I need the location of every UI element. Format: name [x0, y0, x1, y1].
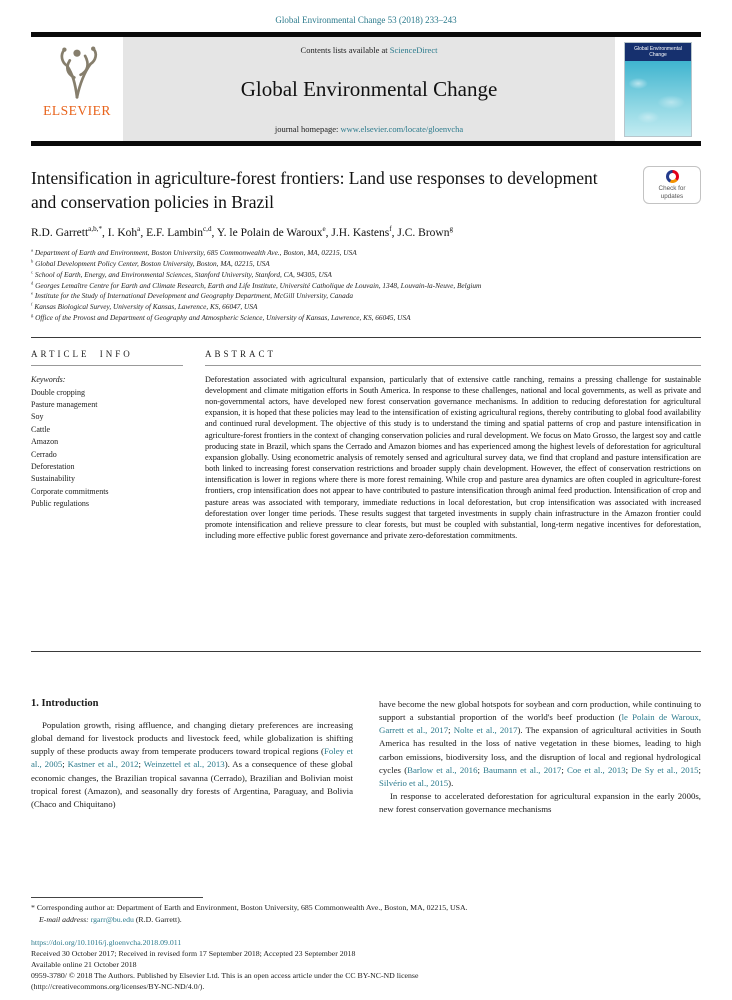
keyword-item: Double cropping: [31, 387, 85, 397]
check-for-updates-label: Check for updates: [658, 185, 686, 200]
journal-citation-link[interactable]: Global Environmental Change 53 (2018) 233–243: [275, 15, 457, 25]
keyword-item: Pasture management: [31, 400, 98, 410]
affiliations-block: [31, 248, 701, 324]
abstract-header: ABSTRACT: [205, 348, 277, 359]
text-segment: ;: [138, 759, 144, 770]
body-left-column: [31, 698, 353, 817]
text-segment: Y. le Polain de Waroux: [216, 227, 323, 240]
affiliation-text: Georges Lemaître Centre for Earth and Climate Research, Earth and Life Institute, Université Catholique de Louvain, 1348, Louvain-la-Neuve, Belgium: [33, 280, 482, 290]
publication-history-block: [31, 937, 701, 992]
affiliation-marker: b: [31, 258, 34, 264]
text-segment: I. Koh: [107, 227, 138, 240]
intro-paragraph: [379, 790, 701, 816]
affiliation-text: Global Development Policy Center, Boston University, Boston, MA, 02215, USA: [33, 259, 270, 269]
affiliation-marker: f: [31, 301, 33, 307]
inline-link[interactable]: Kastner et al., 2012: [67, 759, 139, 770]
copyright-line: 0959-3780/ © 2018 The Authors. Published by Elsevier Ltd. This is an open access article under the CC BY-NC-ND license: [31, 970, 419, 980]
affiliation-marker: g: [31, 312, 34, 318]
affiliation-text: Institute for the Study of International Development and Geography Department, McGill University, Canada: [33, 291, 354, 301]
inline-link[interactable]: Baumann et al., 2017: [483, 764, 562, 775]
check-for-updates-badge[interactable]: [643, 166, 701, 204]
keyword-item: Soy: [31, 412, 44, 422]
affiliation-marker: c: [31, 269, 34, 275]
keyword-item: Sustainability: [31, 474, 75, 484]
title-block: [31, 166, 701, 214]
journal-banner: [123, 37, 615, 141]
text-segment: ;: [448, 725, 454, 736]
inline-link[interactable]: Barlow et al., 2016: [407, 764, 478, 775]
received-dates: Received 30 October 2017; Received in revised form 17 September 2018; Accepted 23 September 2018: [31, 948, 356, 958]
text-segment: In response to accelerated deforestation for agricultural expansion in the early 2000s, new forest conservation governance mechanisms: [379, 791, 701, 815]
text-segment: ;: [62, 759, 68, 770]
journal-header: [31, 37, 701, 141]
affiliation-marker: e: [31, 291, 34, 297]
text-segment: ,: [325, 227, 332, 240]
article-title: Intensification in agriculture-forest frontiers: Land use responses to development and conservation policies in Brazil: [31, 168, 598, 213]
header-bottom-rule: [31, 141, 701, 146]
text-segment: ;: [477, 764, 484, 775]
cover-column: [615, 37, 701, 141]
cover-art: [625, 61, 691, 136]
text-segment: ,: [140, 227, 147, 240]
text-segment: J.C. Brown: [397, 227, 450, 240]
journal-cover-thumbnail[interactable]: [624, 42, 692, 137]
superscript-marker: e: [322, 225, 326, 234]
corresponding-author-note: [31, 902, 701, 914]
text-segment: ,: [102, 227, 108, 240]
doi-link[interactable]: [31, 937, 701, 948]
superscript-marker: f: [389, 225, 392, 234]
journal-title: Global Environmental Change: [240, 77, 498, 101]
affiliation-item: [31, 281, 701, 292]
available-online: Available online 21 October 2018: [31, 959, 137, 969]
crossmark-icon: [666, 170, 679, 183]
cover-title-band: Global Environmental Change: [625, 43, 691, 61]
elsevier-logo[interactable]: [31, 37, 123, 141]
article-info-header: ARTICLE INFO: [31, 348, 133, 359]
superscript-marker: c,d: [203, 225, 212, 234]
inline-link[interactable]: le Polain de Waroux, Garrett et al., 2017: [379, 712, 701, 736]
section-divider: [31, 651, 701, 652]
inline-link[interactable]: Foley et al., 2005: [31, 746, 353, 770]
keyword-item: Deforestation: [31, 462, 75, 471]
affiliation-item: [31, 270, 701, 281]
introduction-section: [31, 698, 701, 817]
footnote-rule: [31, 897, 203, 898]
inline-link[interactable]: rgarr@bu.edu: [90, 915, 134, 924]
text-segment: ;: [698, 764, 701, 775]
inline-link[interactable]: www.elsevier.com/locate/gloenvcha: [340, 124, 464, 134]
introduction-heading: 1. Introduction: [31, 697, 99, 709]
text-segment: ;: [561, 764, 567, 775]
text-segment: * Corresponding author at: Department of Earth and Environment, Boston University, 685 Commonwealth Ave., Boston, MA, 02215, USA.: [31, 903, 468, 913]
first-page-footnotes: [31, 897, 701, 992]
text-segment: J.H. Kastens: [331, 227, 390, 240]
affiliation-text: Kansas Biological Survey, University of Kansas, Lawrence, KS, 66047, USA: [32, 302, 258, 312]
superscript-marker: g: [449, 225, 454, 234]
body-right-column: [379, 698, 701, 817]
text-segment: ,: [391, 227, 398, 240]
email-note: [31, 914, 701, 926]
journal-homepage-line: [275, 124, 463, 134]
article-info-abstract-section: [31, 338, 701, 638]
text-segment: E.F. Lambin: [146, 227, 203, 240]
abstract-text: Deforestation associated with agricultural expansion, particularly that of extensive cattle ranching, remains a pressing challenge for sustainable development and climate mitigation efforts in South America. In response to these challenges, national and local governments, as well as private and non-governmental actors, have developed new forest conservation governance mechanisms. In addition to reducing deforestation for agricultural expansion, it is hoped that these policies may lead to the intensification of existing agricultural regions, thereby contributing to global food availability and continued rural development. The objective of this study is to understand the timing and spatial patterns of crop and pasture intensification in agriculture-forest frontiers in the context of changing conservation policies and rural development. We focus on Mato Grosso, the largest soy and cattle producing state in Brazil, which spans the Cerrado and Amazon biomes and has experienced among the highest levels of deforestation for agricultural expansion globally. Using econometric analysis of remotely sensed and agricultural survey data, we find that cropland and pasture intensification are both linked to increasing forest conservation restrictions and broader supply chain development. However, the effect of conservation restrictions on intensification is lower in regions where there is more forest remaining. While crop and pasture area dynamics are often coupled in agriculture-forest frontiers, crop intensification does not appear to have contributed to pasture intensification through animal feed production. Intensification of crop and pasture areas was associated with temporary, immediate reductions in local deforestation, but crop intensification was associated with increased deforestation over longer time periods. These results suggest that targeted investments in supply chain infrastructure in the Amazon frontier could promote intensification and relieve pressure to clear forests, but must be coupled with substantial, long-term negative incentives for deforestation, including more effective public forest governance and private zero-deforestation commitments.: [205, 374, 701, 541]
affiliation-item: [31, 259, 701, 270]
affiliation-item: [31, 291, 701, 302]
inline-link[interactable]: ScienceDirect: [389, 45, 438, 55]
text-segment: ). The expansion of agricultural activities in South America has resulted in the loss of native vegetation in these biomes, leading to high carbon emissions, biodiversity loss, and the disruption of local and regional hydrological cycles (: [379, 725, 701, 775]
text-segment: Contents lists available at: [300, 45, 390, 55]
text-segment: journal homepage:: [274, 124, 341, 134]
affiliation-item: [31, 302, 701, 313]
inline-link[interactable]: Nolte et al., 2017: [453, 725, 518, 736]
keyword-item: Cattle: [31, 424, 51, 434]
abstract-column: [205, 338, 701, 638]
inline-link[interactable]: Coe et al., 2013: [567, 764, 626, 775]
text-segment: ,: [211, 227, 217, 240]
keywords-label: Keywords:: [31, 374, 66, 384]
keyword-item: Amazon: [31, 437, 59, 447]
article-info-column: [31, 338, 183, 638]
text-segment: (R.D. Garrett).: [133, 915, 182, 924]
affiliation-marker: d: [31, 280, 34, 286]
keyword-item: Cerrado: [31, 449, 57, 459]
inline-link[interactable]: Weinzettel et al., 2013: [143, 759, 225, 770]
column-rule: [205, 365, 701, 366]
text-segment: E-mail address:: [39, 915, 91, 924]
elsevier-tree-icon: [50, 45, 104, 101]
keyword-item: Public regulations: [31, 499, 89, 509]
inline-link[interactable]: https://doi.org/10.1016/j.gloenvcha.2018.09.011: [31, 937, 182, 947]
intro-paragraph: [31, 719, 353, 811]
affiliation-item: [31, 248, 701, 259]
affiliation-item: [31, 313, 701, 324]
contents-list-line: [301, 45, 438, 55]
superscript-marker: a,b,*: [88, 225, 103, 234]
column-rule: [31, 365, 183, 366]
text-segment: ;: [625, 764, 632, 775]
inline-link[interactable]: De Sy et al., 2015: [631, 764, 699, 775]
elsevier-wordmark: ELSEVIER: [43, 103, 111, 118]
license-line: (http://creativecommons.org/licenses/BY-NC-ND/4.0/).: [31, 981, 205, 991]
affiliation-text: School of Earth, Energy, and Environmental Sciences, Stanford University, Stanford, CA, 94305, USA: [33, 269, 332, 279]
inline-link[interactable]: Silvério et al., 2015: [379, 777, 449, 788]
keyword-item: Corporate commitments: [31, 486, 109, 496]
text-segment: Population growth, rising affluence, and changing dietary preferences are increasing global demand for livestock products and livestock feed, while globalization is shifting supply of these products away from temperate producers toward tropical regions (: [31, 719, 353, 757]
author-line: [31, 227, 701, 239]
text-segment: R.D. Garrett: [31, 227, 89, 240]
text-segment: ).: [448, 777, 454, 788]
superscript-marker: a: [137, 225, 141, 234]
affiliation-text: Office of the Provost and Department of Geography and Atmospheric Science, University of Kansas, Lawrence, KS, 66045, USA: [33, 313, 411, 323]
affiliation-text: Department of Earth and Environment, Boston University, 685 Commonwealth Ave., Boston, MA, 02215, USA: [33, 248, 357, 258]
text-segment: have become the new global hotspots for soybean and corn production, while continuing to support a substantial proportion of the world's beef production (: [379, 698, 701, 723]
intro-paragraph: [379, 698, 701, 790]
affiliation-marker: a: [31, 247, 34, 253]
text-segment: ). As a consequence of these global economic changes, the Brazilian tropical savanna (Cerrado), Brazilian and Bolivian moist tropical forest (Amazon), and seasonally dry forests of Argentina, Paraguay, and Bolivia (Chaco and Chiquitano): [31, 759, 353, 809]
